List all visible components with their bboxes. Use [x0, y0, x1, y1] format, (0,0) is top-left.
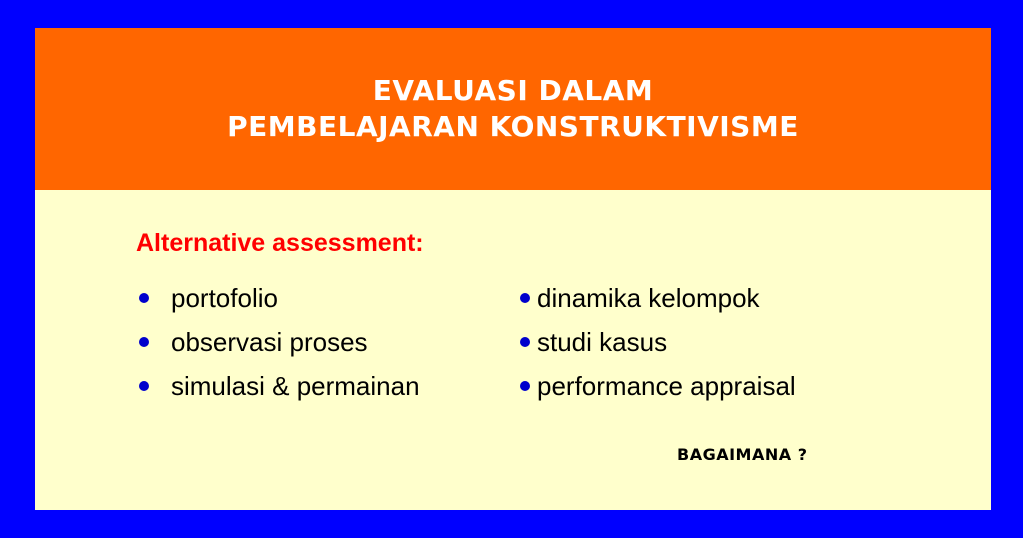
bullet-icon	[520, 293, 530, 303]
title-banner	[35, 28, 991, 190]
list-item	[137, 276, 420, 320]
list-item-label: performance appraisal	[537, 371, 796, 401]
question-text: BAGAIMANA ?	[677, 445, 808, 464]
list-item	[518, 320, 796, 364]
title-line-1: EVALUASI DALAM	[372, 74, 654, 107]
bullet-icon	[139, 337, 149, 347]
list-item-label: portofolio	[171, 283, 278, 313]
list-item-label: observasi proses	[171, 327, 368, 357]
list-item	[137, 320, 420, 364]
list-item	[518, 364, 796, 408]
assessment-list-left	[137, 276, 420, 408]
section-subtitle: Alternative assessment:	[136, 229, 424, 257]
list-item	[137, 364, 420, 408]
assessment-list-right	[518, 276, 796, 408]
list-item-label: studi kasus	[537, 327, 668, 357]
slide	[35, 28, 991, 510]
bullet-icon	[520, 381, 530, 391]
list-item-label: dinamika kelompok	[537, 283, 760, 313]
title-line-2: PEMBELAJARAN KONSTRUKTIVISME	[227, 110, 799, 143]
bullet-icon	[139, 293, 149, 303]
list-item	[518, 276, 796, 320]
list-item-label: simulasi & permainan	[171, 371, 420, 401]
bullet-icon	[520, 337, 530, 347]
bullet-icon	[139, 381, 149, 391]
